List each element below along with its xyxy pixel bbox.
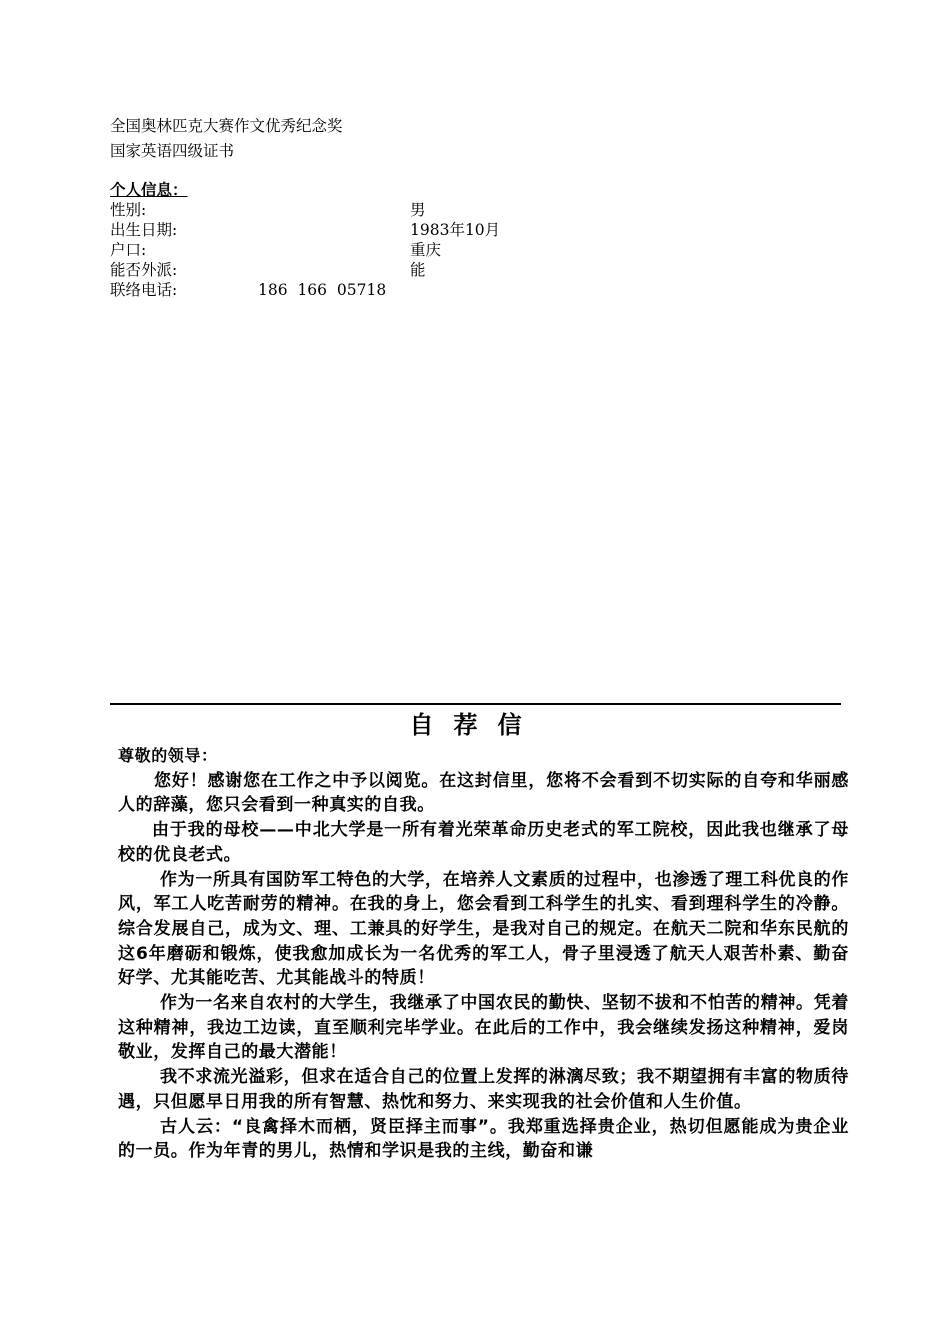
letter-paragraph: 作为一名来自农村的大学生，我继承了中国农民的勤快、坚韧不拔和不怕苦的精神。凭着这种精神，我边工边读，直至顺利完毕学业。在此后的工作中，我会继续发扬这种精神，爱岗敬业，发挥自己的最大潜能！ [118, 993, 849, 1063]
letter-paragraph: 作为一所具有国防军工特色的大学，在培养人文素质的过程中，也渗透了理工科优良的作风，军工人吃苦耐劳的精神。在我的身上，您会看到工科学生的扎实、看到理科学生的冷静。综合发展自己，成为文、理、工兼具的好学生，是我对自己的规定。在航天二院和华东民航的这6年磨砺和锻炼，使我愈加成长为一名优秀的军工人，骨子里浸透了航天人艰苦朴素、勤奋好学、尤其能吃苦、尤其能战斗的特质！ [118, 869, 849, 989]
info-value: 1983年10月 [410, 221, 501, 239]
info-label: 出生日期: [110, 221, 178, 239]
info-value: 重庆 [410, 241, 442, 259]
info-label: 联络电话: [110, 281, 178, 299]
info-row-hukou [110, 240, 630, 260]
letter-greeting: 尊敬的领导： [118, 746, 218, 765]
award-item: 全国奥林匹克大赛作文优秀纪念奖 [110, 117, 343, 135]
letter-paragraph: 由于我的母校——中北大学是一所有着光荣革命历史老式的军工院校，因此我也继承了母校的优良老式。 [118, 820, 849, 865]
info-label: 性别: [110, 201, 147, 219]
letter-title: 自荐信 [409, 711, 542, 739]
letter-paragraph: 您好！感谢您在工作之中予以阅览。在这封信里，您将不会看到不切实际的自夸和华丽感人的辞藻，您只会看到一种真实的自我。 [118, 770, 849, 816]
letter-paragraph: 我不求流光溢彩，但求在适合自己的位置上发挥的淋漓尽致；我不期望拥有丰富的物质待遇，只但愿早日用我的所有智慧、热忱和努力、来实现我的社会价值和人生价值。 [118, 1067, 849, 1112]
letter-body [118, 744, 849, 1164]
info-label: 户口: [110, 241, 147, 259]
info-label: 能否外派: [110, 261, 178, 279]
info-value: 能 [410, 261, 426, 279]
info-row-phone [110, 280, 630, 300]
info-row-birthdate [110, 220, 630, 240]
letter-paragraph: 古人云：“良禽择木而栖，贤臣择主而事”。我郑重选择贵企业，热切但愿能成为贵企业的一员。作为年青的男儿，热情和学识是我的主线，勤奋和谦 [118, 1116, 849, 1162]
info-row-gender [110, 200, 630, 220]
personal-info-title: 个人信息： [110, 180, 188, 199]
phone-number: 186 166 05718 [258, 281, 387, 299]
personal-info-section [110, 180, 630, 300]
info-value: 男 [410, 201, 426, 219]
section-divider [110, 703, 841, 705]
awards-list [110, 114, 343, 164]
info-row-overseas [110, 260, 630, 280]
award-item: 国家英语四级证书 [110, 142, 235, 160]
